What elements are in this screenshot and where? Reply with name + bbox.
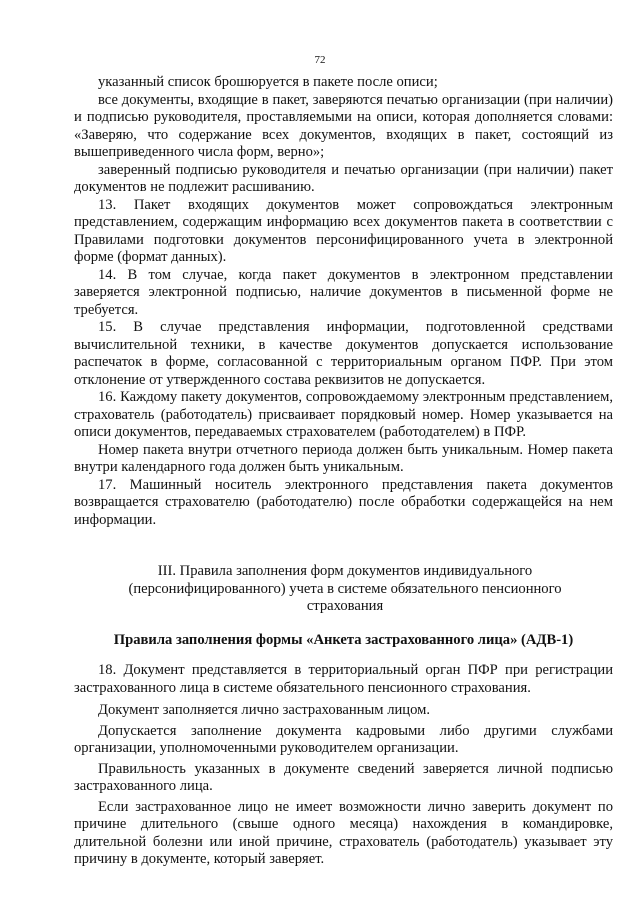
paragraph-item-14: 14. В том случае, когда пакет документов в электронном представлении заверяется электронной подписью, наличие документов в письменной форме не требуется. xyxy=(74,266,613,318)
paragraph-item-17: 17. Машинный носитель электронного представления пакета документов возвращается страхователю (работодателю) после обработки содержащейся на нем информации. xyxy=(74,476,613,528)
section-heading: III. Правила заполнения форм документов индивидуального (персонифицированного) учета в системе обязательного пенсионного страхования xyxy=(128,563,562,614)
paragraph: Документ заполняется лично застрахованным лицом. xyxy=(98,702,430,718)
paragraph-item-15: 15. В случае представления информации, подготовленной средствами вычислительной техники, в качестве документов допускается использование распечаток в форме, согласованной с территориальным органом ПФР. При этом отклонение от утвержденного состава реквизитов не допускается. xyxy=(74,319,613,388)
body-text-upper xyxy=(74,74,613,529)
paragraph: все документы, входящие в пакет, заверяются печатью организации (при наличии) и подписью руководителя, проставляемыми на описи, которая дополняется словами: «Заверяю, что содержание всех документов, входящих в пакет, состоящий из вышеприведенного числа форм, верно»; xyxy=(74,91,613,160)
paragraph: Если застрахованное лицо не имеет возможности лично заверить документ по причине длительного (свыше одного месяца) нахождения в командировке, длительной болезни или иной причине, страхователь (работодатель) указывает эту причину в документе, который заверяет. xyxy=(74,798,613,867)
paragraph: Номер пакета внутри отчетного периода должен быть уникальным. Номер пакета внутри календарного года должен быть уникальным. xyxy=(74,441,613,475)
paragraph: Допускается заполнение документа кадровыми либо другими службами организации, уполномоченными руководителем организации. xyxy=(74,722,613,756)
paragraph-item-18: 18. Документ представляется в территориальный орган ПФР при регистрации застрахованного лица в системе обязательного пенсионного страхования. xyxy=(74,662,613,696)
paragraph-item-13: 13. Пакет входящих документов может сопровождаться электронным представлением, содержащим информацию всех документов пакета в соответствии с Правилами подготовки документов персонифицированного учета в электронной форме (формат данных). xyxy=(74,196,613,265)
paragraph: заверенный подписью руководителя и печатью организации (при наличии) пакет документов не подлежит расшиванию. xyxy=(74,161,613,195)
body-text-lower xyxy=(74,662,613,869)
paragraph: указанный список брошюруется в пакете после описи; xyxy=(98,74,438,90)
page-number: 72 xyxy=(314,54,326,66)
form-heading: Правила заполнения формы «Анкета застрахованного лица» (АДВ-1) xyxy=(113,632,574,648)
paragraph: Правильность указанных в документе сведений заверяется личной подписью застрахованного лица. xyxy=(74,760,613,794)
paragraph-item-16: 16. Каждому пакету документов, сопровождаемому электронным представлением, страхователь (работодатель) присваивает порядковый номер. Номер указывается на описи документов, передаваемых страхователем (работодателем) в ПФР. xyxy=(74,389,613,440)
